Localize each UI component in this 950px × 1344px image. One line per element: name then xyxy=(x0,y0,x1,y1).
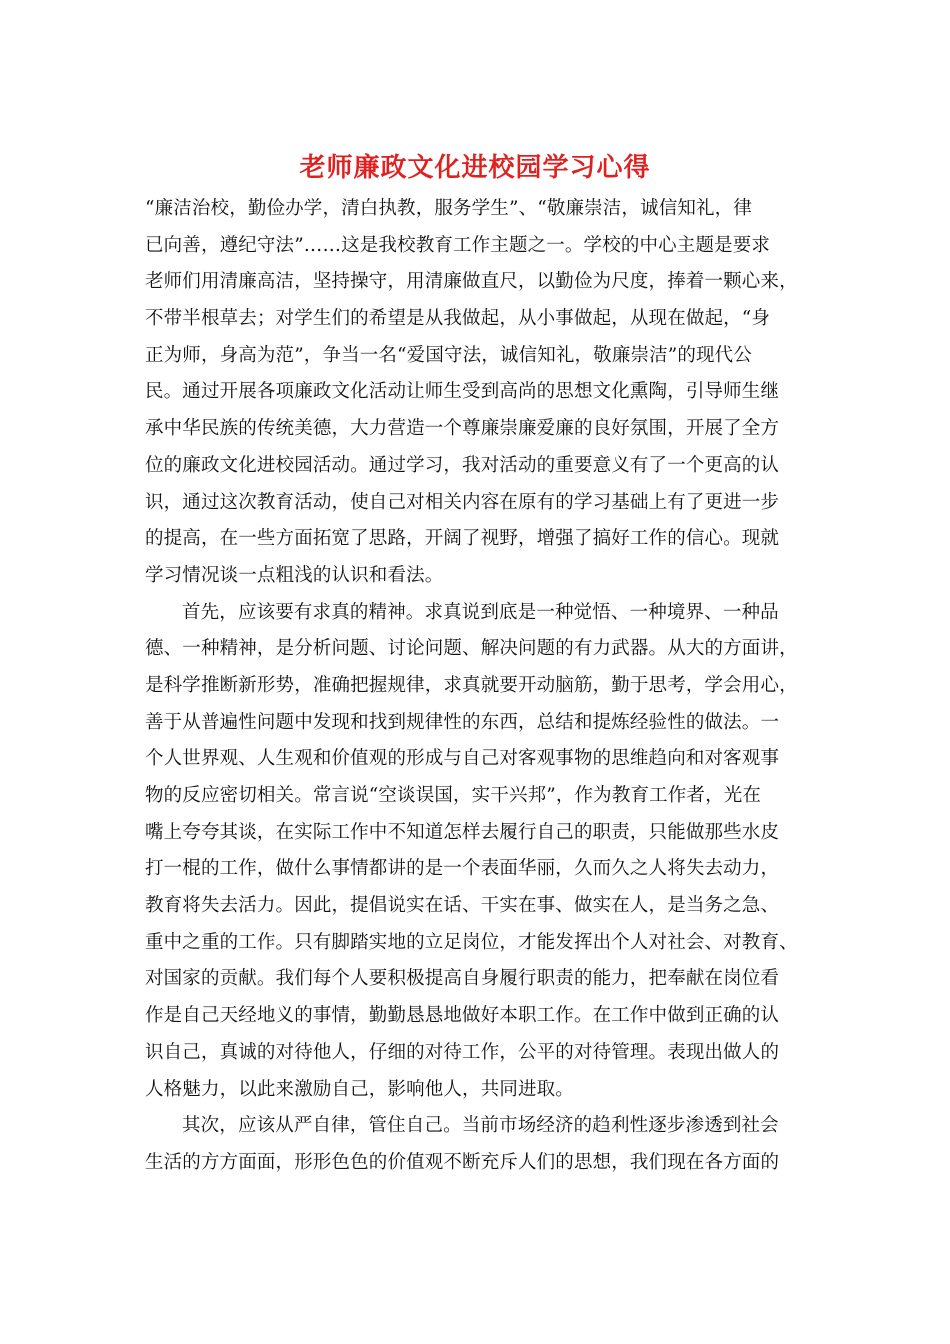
text-line: 是科学推断新形势，准确把握规律，求真就要开动脑筋，勤于思考，学会用心， xyxy=(145,674,798,696)
text-line: 人格魅力，以此来激励自己，影响他人，共同进取。 xyxy=(145,1078,574,1100)
text-line: 已向善，遵纪守法”……这是我校教育工作主题之一。学校的中心主题是要求 xyxy=(145,234,771,256)
text-line: “廉洁治校，勤俭办学，清白执教，服务学生”、“敬廉崇洁，诚信知礼，律 xyxy=(145,198,752,219)
text-line: 打一棍的工作，做什么事情都讲的是一个表面华丽，久而久之人将失去动力， xyxy=(145,858,780,880)
text-line: 重中之重的工作。只有脚踏实地的立足岗位，才能发挥出个人对社会、对教育、 xyxy=(145,931,798,953)
text-line: 识，通过这次教育活动，使自己对相关内容在原有的学习基础上有了更进一步 xyxy=(145,491,780,513)
text-line: 作是自己天经地义的事情，勤勤恳恳地做好本职工作。在工作中做到正确的认 xyxy=(145,1005,780,1027)
text-line: 善于从普遍性问题中发现和找到规律性的东西，总结和提炼经验性的做法。一 xyxy=(145,711,780,733)
text-line: 嘴上夸夸其谈，在实际工作中不知道怎样去履行自己的职责，只能做那些水皮 xyxy=(145,821,780,843)
text-line: 对国家的贡献。我们每个人要积极提高自身履行职责的能力，把奉献在岗位看 xyxy=(145,968,780,990)
text-line: 承中华民族的传统美德，大力营造一个尊廉崇廉爱廉的良好氛围，开展了全方 xyxy=(145,418,780,440)
text-line: 识自己，真诚的对待他人，仔细的对待工作，公平的对待管理。表现出做人的 xyxy=(145,1041,780,1063)
text-line: 生活的方方面面，形形色色的价值观不断充斥人们的思想，我们现在各方面的 xyxy=(145,1151,780,1173)
text-line: 民。通过开展各项廉政文化活动让师生受到高尚的思想文化熏陶，引导师生继 xyxy=(145,381,780,403)
paragraph-start-line: 首先，应该要有求真的精神。求真说到底是一种觉悟、一种境界、一种品 xyxy=(182,601,779,623)
text-line: 学习情况谈一点粗浅的认识和看法。 xyxy=(145,564,444,586)
document-title: 老师廉政文化进校园学习心得 xyxy=(299,153,651,183)
text-line: 不带半根草去；对学生们的希望是从我做起，从小事做起，从现在做起，“身 xyxy=(145,308,771,330)
text-line: 位的廉政文化进校园活动。通过学习，我对活动的重要意义有了一个更高的认 xyxy=(145,454,780,476)
document-body xyxy=(145,191,805,1182)
text-line: 的提高，在一些方面拓宽了思路，开阔了视野，增强了搞好工作的信心。现就 xyxy=(145,528,780,550)
text-line: 物的反应密切相关。常言说“空谈误国，实干兴邦”，作为教育工作者，光在 xyxy=(145,785,762,806)
text-line: 教育将失去活力。因此，提倡说实在话、干实在事、做实在人，是当务之急、 xyxy=(145,895,780,917)
text-line: 德、一种精神，是分析问题、讨论问题、解决问题的有力武器。从大的方面讲， xyxy=(145,638,798,660)
text-line: 正为师，身高为范”，争当一名“爱国守法，诚信知礼，敬廉崇洁”的现代公 xyxy=(145,344,752,366)
paragraph-start-line: 其次，应该从严自律，管住自己。当前市场经济的趋利性逐步渗透到社会 xyxy=(182,1115,779,1137)
text-line: 个人世界观、人生观和价值观的形成与自己对客观事物的思维趋向和对客观事 xyxy=(145,748,780,770)
text-line: 老师们用清廉高洁，坚持操守，用清廉做直尺，以勤俭为尺度，捧着一颗心来， xyxy=(145,271,798,293)
